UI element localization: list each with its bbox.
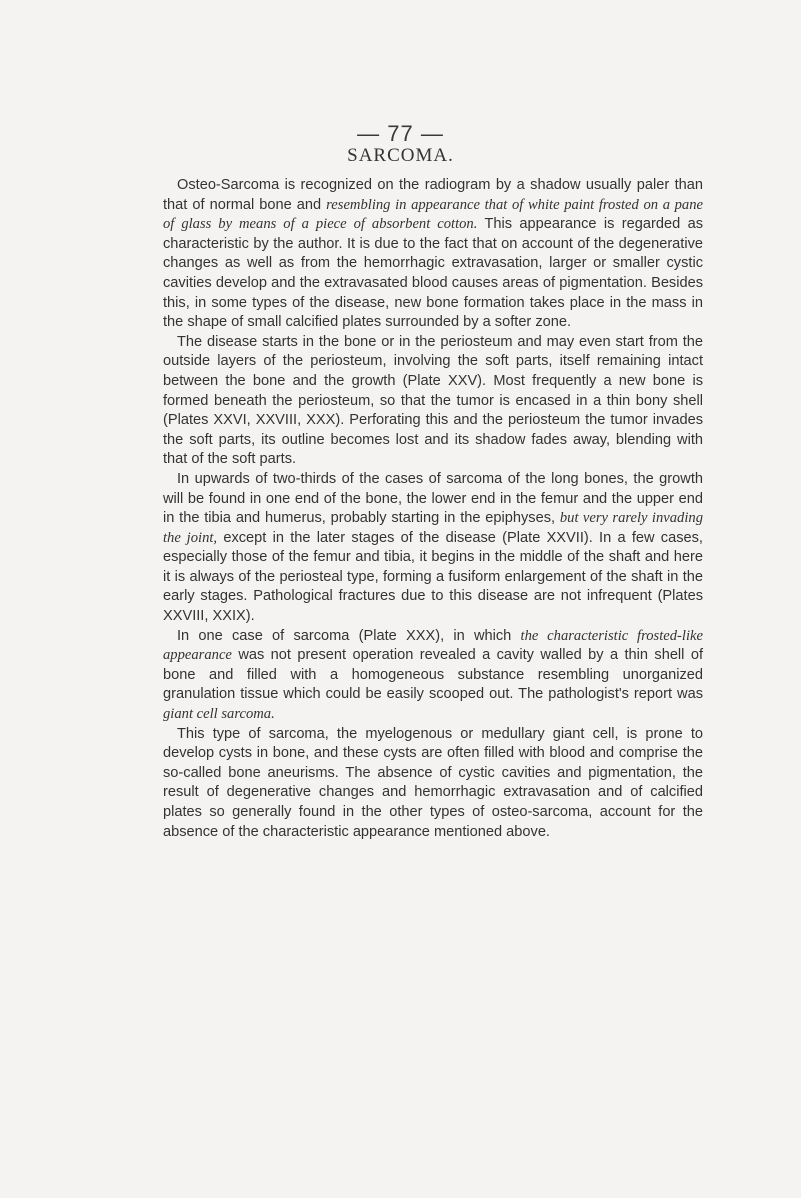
italic-text-run: but very rarely invading the joint, bbox=[163, 510, 703, 546]
paragraph bbox=[163, 725, 703, 843]
paragraph bbox=[163, 333, 703, 470]
text-run: The disease starts in the bone or in the periosteum and may even start from the outside layers of the periosteum, involving the soft parts, itself remaining intact between the bone and the growth (Plate XXV). Most frequently a new bone is formed beneath the periosteum, so that the tumor is encased in a thin bony shell (Plates XXVI, XXVIII, XXX). Perforating this and the periosteum the tumor invades the soft parts, its outline becomes lost and its shadow fades away, blending with that of the soft parts. bbox=[163, 333, 703, 468]
paragraph bbox=[163, 627, 703, 725]
text-run: In one case of sarcoma (Plate XXX), in which bbox=[177, 627, 521, 644]
italic-text-run: resembling in appearance that of white paint frosted on a pane of glass by means of a piece of absorbent cotton. bbox=[163, 196, 703, 233]
text-run: was not present operation revealed a cavity walled by a thin shell of bone and filled with a homogeneous substance resembling unorganized granulation tissue which could be easily scooped out. The pathologist's report was bbox=[163, 647, 703, 703]
text-run: In upwards of two-thirds of the cases of sarcoma of the long bones, the growth will be found in one end of the bone, the lower end in the femur and the upper end in the tibia and humerus, probably starting in the epiphyses, bbox=[163, 470, 703, 527]
chapter-title: SARCOMA. bbox=[347, 145, 454, 166]
text-run: This type of sarcoma, the myelogenous or medullary giant cell, is prone to develop cysts in bone, and these cysts are often filled with blood and comprise the so-called bone aneurisms. The absence of cystic cavities and pigmentation, the result of degenerative changes and hemorrhagic extravasation and of calcified plates so generally found in the other types of osteo-sarcoma, account for the absence of the characteristic appearance mentioned above. bbox=[163, 725, 703, 840]
text-run: This appearance is regarded as characteristic by the author. It is due to the fact that on account of the degenerative changes as well as from the hemorrhagic extravasation, larger or smaller cystic cavities develop and the extravasated blood causes areas of pigmentation. Besides this, in some types of the disease, new bone formation takes place in the mass in the shape of small calcified plates surrounded by a softer zone. bbox=[163, 216, 704, 331]
italic-text-run: the characteristic frosted-like appearance bbox=[163, 627, 703, 664]
text-run: except in the later stages of the disease (Plate XXVII). In a few cases, especially those of the femur and tibia, it begins in the middle of the shaft and here it is always of the periosteal type, forming a fusiform enlargement of the shaft in the early stages. Pathological fractures due to this disease are not infrequent (Plates XXVIII, XXIX). bbox=[163, 529, 703, 625]
text-run: Osteo-Sarcoma is recognized on the radiogram by a shadow usually paler than that of normal bone and bbox=[163, 177, 703, 213]
page-number: — 77 — bbox=[357, 121, 444, 146]
paragraph bbox=[163, 470, 703, 627]
body-text bbox=[163, 176, 703, 842]
paragraph bbox=[163, 176, 703, 333]
italic-text-run: giant cell sarcoma. bbox=[163, 706, 275, 723]
